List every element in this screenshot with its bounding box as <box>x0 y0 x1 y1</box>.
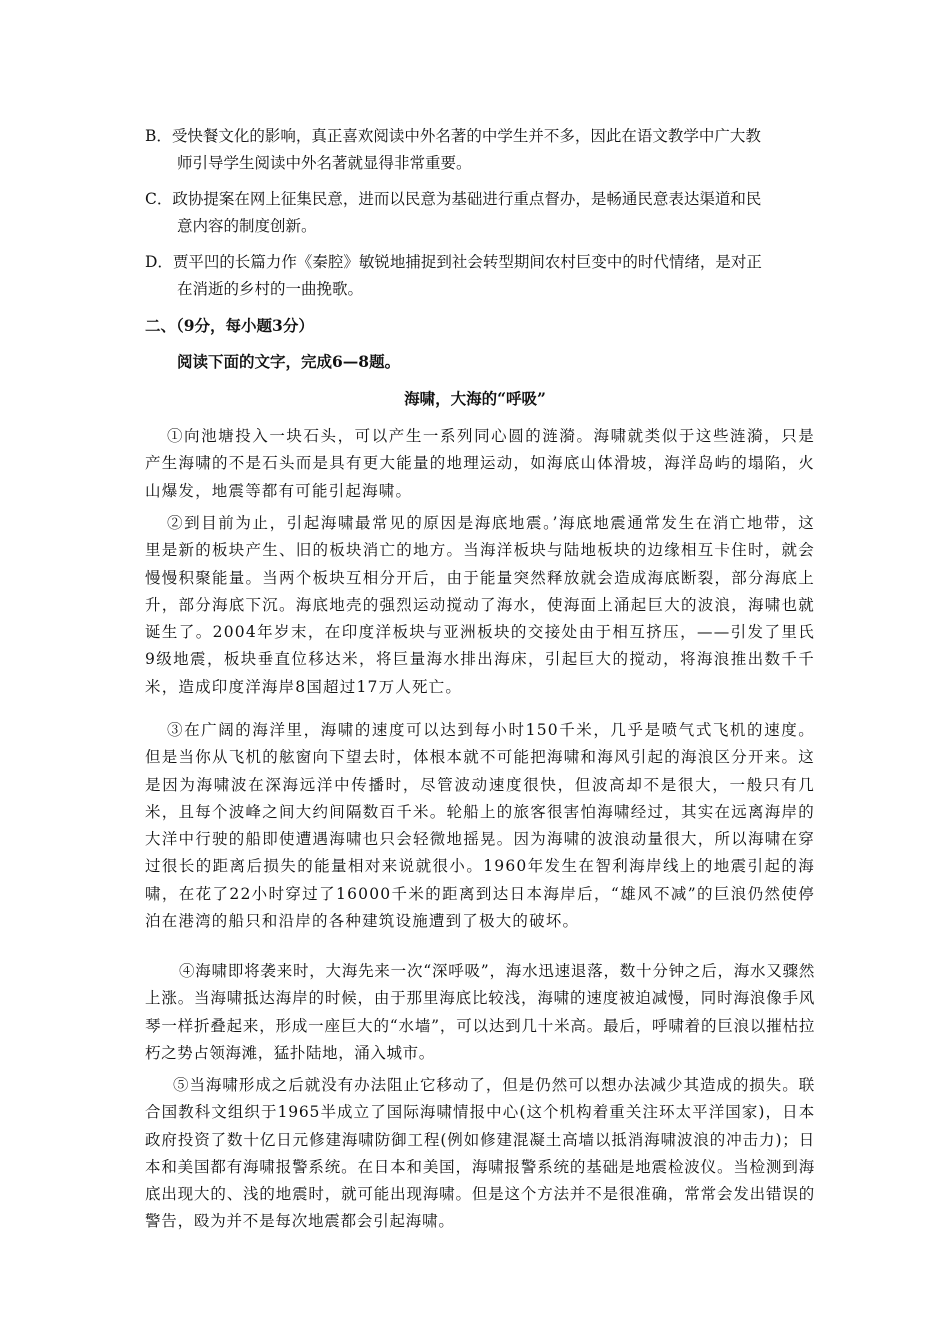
section-heading: 二、（9分，每小题3分） <box>145 316 314 335</box>
option-c-line2: 意内容的制度创新。 <box>177 217 317 235</box>
option-c-line1: C．政协提案在网上征集民意，进而以民意为基础进行重点督办，是畅通民意表达渠道和民 <box>145 190 762 208</box>
option-d-line1: D．贾平凹的长篇力作《秦腔》敏锐地捕捉到社会转型期间农村巨变中的时代情绪，是对正 <box>145 253 762 271</box>
section-instruction: 阅读下面的文字，完成6—8题。 <box>177 352 401 371</box>
paragraph-5: ⑤当海啸形成之后就没有办法阻止它移动了，但是仍然可以想办法减少其造成的损失。联合国教科文组织于1965半成立了国际海啸情报中心(这个机构着重关注环太平洋国家)，日本政府投资了数十亿日元修建海啸防御工程(例如修建混凝土高墙以抵消海啸波浪的冲击力)；日本和美国都有海啸报警系统。在日本和美国，海啸报警系统的基础是地震检波仪。当检测到海底出现大的、浅的地震时，就可能出现海啸。但是这个方法并不是很准确，常常会发出错误的警告，殴为并不是每次地震都会引起海啸。 <box>145 1076 815 1231</box>
option-d-line2: 在消逝的乡村的一曲挽歌。 <box>177 280 364 298</box>
paragraph-4: ④海啸即将袭来时，大海先来一次“深呼吸”，海水迅速退落，数十分钟之后，海水又骤然上涨。当海啸抵达海岸的时候，由于那里海底比较浅，海啸的速度被迫减慢，同时海浪像手风琴一样折叠起来，形成一座巨大的“水墙”，可以达到几十米高。最后，呼啸着的巨浪以摧枯拉朽之势占领海滩，猛扑陆地，涌入城市。 <box>145 962 815 1062</box>
option-b-line1: B．受快餐文化的影响，真正喜欢阅读中外名著的中学生并不多，因此在语文教学中广大教 <box>145 127 761 145</box>
paragraph-3: ③在广阔的海洋里，海啸的速度可以达到每小时150千米，几乎是喷气式飞机的速度。但是当你从飞机的舷窗向下望去时，体根本就不可能把海啸和海风引起的海浪区分开来。这是因为海啸波在深海远洋中传播时，尽管波动速度很快，但波高却不是很大，一般只有几米，且每个波峰之间大约间隔数百千米。轮船上的旅客很害怕海啸经过，其实在远离海岸的大洋中行驶的船即使遭遇海啸也只会轻微地摇晃。因为海啸的波浪动量很大，所以海啸在穿过很长的距离后损失的能量相对来说就很小。1960年发生在智利海岸线上的地震引起的海啸，在花了22小时穿过了16000千米的距离到达日本海岸后，“雄风不减”的巨浪仍然使停泊在港湾的船只和沿岸的各种建筑设施遭到了极大的破坏。 <box>145 721 815 931</box>
option-b <box>145 123 815 177</box>
option-d <box>145 249 815 303</box>
paragraph-1: ①向池塘投入一块石头，可以产生一系列同心圆的涟漪。海啸就类似于这些涟漪，只是产生海啸的不是石头而是具有更大能量的地理运动，如海底山体滑坡，海洋岛屿的塌陷，火山爆发，地震等都有可能引起海啸。 <box>145 427 815 500</box>
option-c <box>145 186 815 240</box>
paragraph-2: ②到目前为止，引起海啸最常见的原因是海底地震。’海底地震通常发生在消亡地带，这里是新的板块产生、旧的板块消亡的地方。当海洋板块与陆地板块的边缘相互卡住时，就会慢慢积聚能量。当两个板块互相分开后，由于能量突然释放就会造成海底断裂，部分海底上升，部分海底下沉。海底地壳的强烈运动搅动了海水，使海面上涌起巨大的波浪，海啸也就诞生了。2004年岁末，在印度洋板块与亚洲板块的交接处由于相互挤压，——引发了里氏9级地震，板块垂直位移达米，将巨量海水排出海床，引起巨大的搅动，将海浪推出数千千米，造成印度洋海岸8国超过17万人死亡。 <box>145 514 815 696</box>
article-title: 海啸，大海的“呼吸” <box>404 389 546 408</box>
option-b-line2: 师引导学生阅读中外名著就显得非常重要。 <box>177 154 472 172</box>
